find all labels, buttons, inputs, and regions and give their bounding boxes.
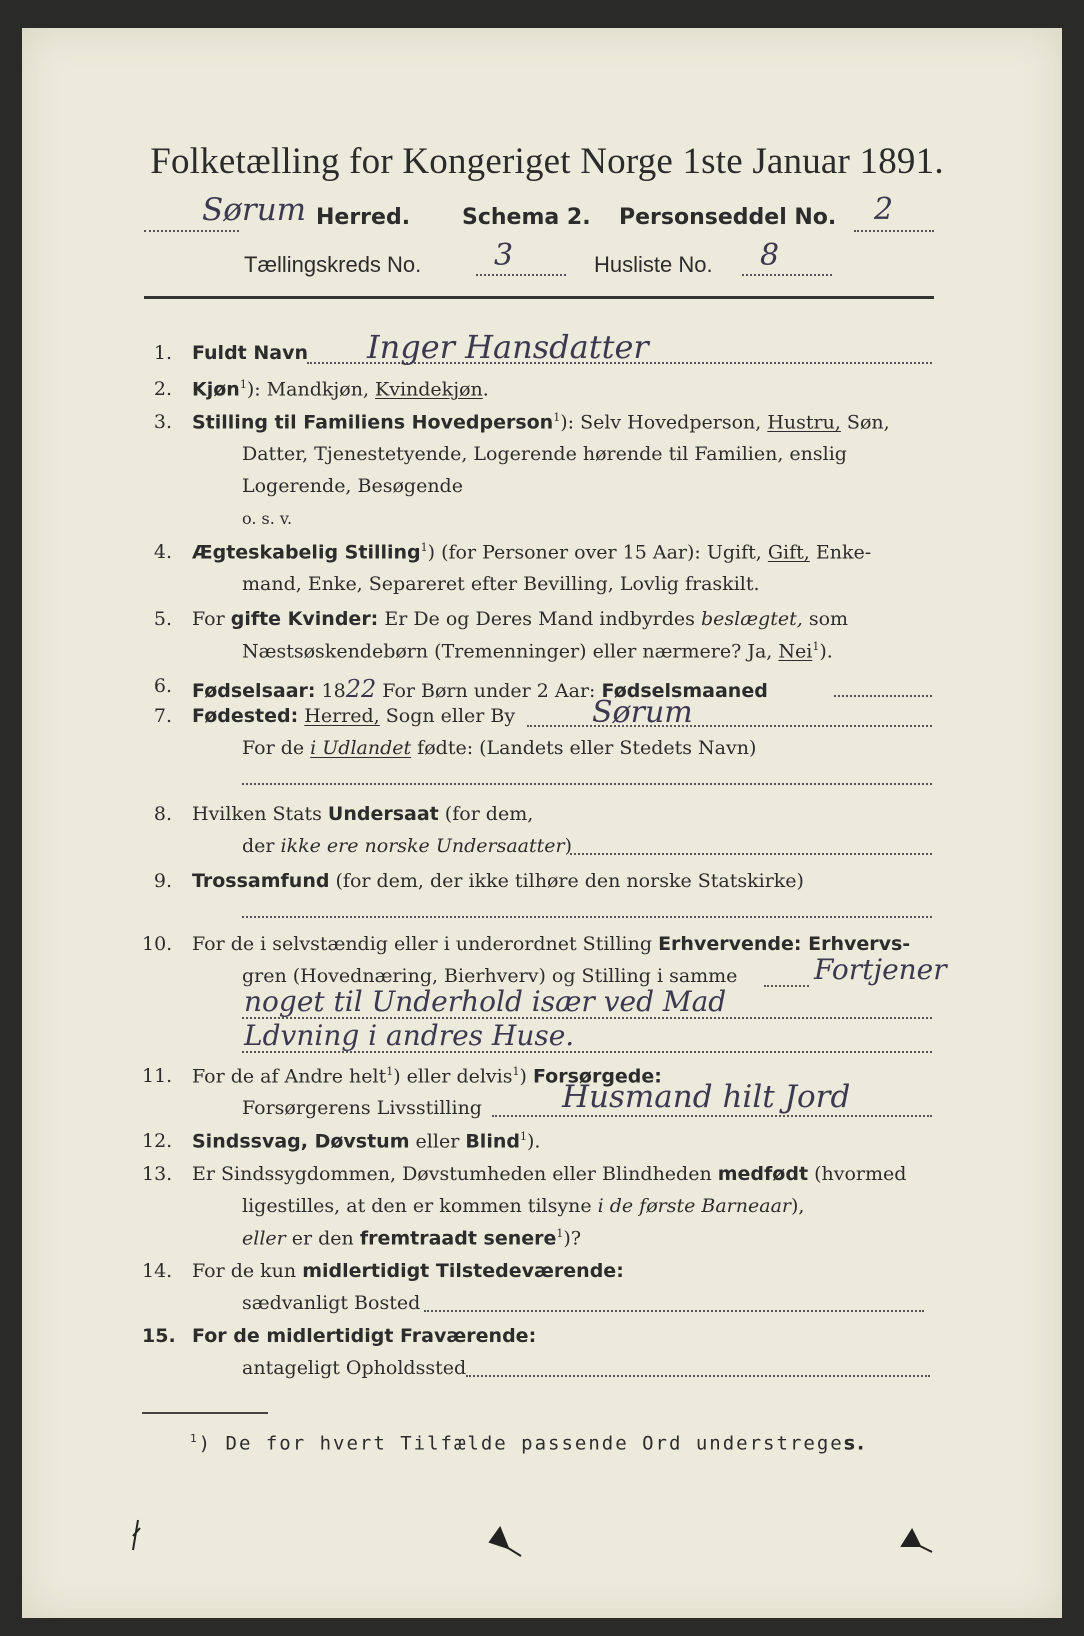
- herred-handwriting: Sørum: [202, 192, 307, 228]
- option-text: (for dem, der ikke tilhøre den norske Statskirke): [329, 870, 804, 892]
- question-number: 1.: [153, 342, 172, 364]
- husliste-handwriting: 8: [760, 238, 780, 273]
- question-label: Stilling til Familiens Hovedperson: [192, 411, 554, 434]
- selected-option: Hustru,: [767, 411, 841, 434]
- provider-handwriting: Husmand hilt Jord: [562, 1079, 851, 1115]
- option-text: som: [802, 608, 849, 630]
- question-number: 4.: [153, 541, 172, 563]
- question-number: 12.: [142, 1130, 173, 1152]
- option-text: ): Mandkjøn,: [246, 378, 376, 401]
- question-4: [22, 541, 1062, 605]
- question-label: Erhvervende:: [658, 933, 802, 955]
- footnote-ref: 1: [420, 541, 428, 554]
- option-text: er den: [285, 1227, 360, 1250]
- question-label: Undersaat: [327, 803, 439, 825]
- option-text: antageligt Opholdssted: [242, 1357, 467, 1379]
- question-number: 8.: [153, 803, 172, 825]
- option-text: ligestilles, at den er kommen tilsyne: [242, 1195, 598, 1217]
- option-text: fødte: (Landets eller Stedets Navn): [411, 737, 757, 759]
- selected-option: Nei: [778, 640, 813, 663]
- question-1: [22, 328, 1062, 378]
- question-2: [22, 378, 1062, 408]
- herred-label: Herred.: [316, 205, 411, 230]
- option-text: Datter, Tjenestetyende, Logerende hørende til Familien, enslig: [242, 443, 847, 465]
- footnote-ref: 1: [386, 1065, 394, 1078]
- question-label: Fuldt Navn: [192, 342, 309, 364]
- question-5: [22, 608, 1062, 672]
- question-number: 3.: [153, 411, 172, 433]
- question-label: Sindssvag, Døvstum: [192, 1130, 410, 1153]
- occupation-handwriting-1: Fortjener: [814, 953, 947, 986]
- question-label: Erhvervs-: [801, 933, 911, 955]
- question-number: 13.: [142, 1163, 173, 1185]
- question-number: 11.: [142, 1065, 173, 1087]
- option-text: For de kun: [192, 1260, 303, 1282]
- personseddel-label: Personseddel No.: [619, 205, 837, 230]
- option-text: Er De og Deres Mand indbyrdes: [378, 608, 701, 630]
- question-number: 5.: [153, 608, 172, 630]
- question-label: midlertidigt Tilstedeværende:: [302, 1260, 624, 1282]
- option-text: Næstsøskendebørn (Tremenninger) eller nærmere? Ja,: [242, 640, 779, 663]
- footnote-ref: 1: [239, 378, 247, 391]
- footnote-text: s.: [843, 1432, 867, 1455]
- question-number: 14.: [142, 1260, 173, 1282]
- question-13: [22, 1163, 1062, 1259]
- option-text: i de første Barneaar: [597, 1195, 791, 1217]
- option-text: Sogn eller By: [379, 705, 516, 727]
- question-6: [22, 675, 1062, 709]
- footnote-ref: 1: [556, 1227, 564, 1240]
- question-label: Blind: [465, 1130, 520, 1153]
- question-10: [22, 933, 1062, 1063]
- option-text: For de: [242, 737, 311, 759]
- option-text: Søn,: [840, 411, 890, 434]
- option-text: eller: [242, 1227, 286, 1250]
- question-8: [22, 803, 1062, 867]
- schema-label: Schema 2.: [462, 205, 591, 230]
- occupation-handwriting-3: Ldvning i andres Huse.: [244, 1019, 575, 1052]
- question-label: Fødselsmaaned: [601, 680, 768, 702]
- option-text: (hvormed: [808, 1163, 907, 1185]
- question-label: Trossamfund: [192, 870, 330, 892]
- option-text: Logerende, Besøgende: [242, 475, 463, 497]
- option-text: mand, Enke, Separeret efter Bevilling, Lovlig fraskilt.: [242, 573, 760, 595]
- question-3: [22, 411, 1062, 541]
- question-number: 2.: [153, 378, 172, 400]
- question-label: Kjøn: [192, 378, 240, 401]
- option-text: For de i selvstændig eller i underordnet Stilling: [192, 933, 659, 955]
- question-12: [22, 1130, 1062, 1162]
- occupation-handwriting-2: noget til Underhold især ved Mad: [244, 985, 727, 1018]
- option-text: For: [192, 608, 231, 630]
- footnote-ref: 1: [190, 1432, 199, 1445]
- question-label: gifte Kvinder:: [230, 608, 379, 630]
- footnote-ref: 1: [553, 411, 561, 424]
- header-rule: [144, 296, 934, 299]
- option-text: )?: [563, 1227, 582, 1250]
- question-label: Fødselsaar:: [192, 680, 316, 702]
- footnote-ref: 1: [519, 1130, 527, 1143]
- question-9: [22, 870, 1062, 930]
- question-label: medfødt: [717, 1163, 809, 1185]
- name-handwriting: Inger Hansdatter: [367, 328, 649, 366]
- option-text: .: [482, 378, 489, 401]
- option-text: (for dem,: [438, 803, 534, 825]
- question-label: midlertidigt Fraværende:: [266, 1325, 537, 1347]
- question-label: Forsørgede:: [532, 1065, 662, 1088]
- option-text: eller: [409, 1130, 466, 1153]
- question-number: 10.: [142, 933, 173, 955]
- option-text: ).: [819, 640, 833, 663]
- option-text: der: [242, 835, 281, 857]
- option-text: ) (for Personer over 15 Aar): Ugift,: [427, 541, 768, 564]
- question-label: fremtraadt senere: [359, 1227, 557, 1250]
- herred-line: [144, 192, 934, 240]
- question-number: 6.: [153, 675, 172, 697]
- option-text: Forsørgerens Livsstilling: [242, 1097, 482, 1119]
- option-text: ikke ere norske Undersaatter: [280, 835, 565, 857]
- option-text: ),: [791, 1195, 805, 1217]
- question-number: 15.: [142, 1325, 176, 1347]
- kreds-label: Tællingskreds No.: [244, 252, 422, 277]
- question-label: Ægteskabelig Stilling: [192, 541, 421, 564]
- birthyear-handwriting: 22: [345, 675, 377, 703]
- option-text: Enke-: [809, 541, 872, 564]
- option-text: i Udlandet: [310, 737, 412, 759]
- option-text: ): [519, 1065, 533, 1088]
- kreds-handwriting: 3: [494, 238, 514, 273]
- personseddel-handwriting: 2: [874, 192, 894, 227]
- option-text: 18: [315, 680, 346, 702]
- option-text: ): [564, 835, 572, 857]
- option-text: ) eller delvis: [393, 1065, 513, 1088]
- question-label: Fødested:: [192, 705, 299, 727]
- option-text: o. s. v.: [242, 509, 293, 528]
- question-number: 7.: [153, 705, 172, 727]
- question-label: For de: [192, 1325, 267, 1347]
- option-text: Hvilken Stats: [192, 803, 328, 825]
- footnote: [190, 1432, 866, 1454]
- footnote-ref: 1: [812, 640, 820, 653]
- footnote-ref: 1: [512, 1065, 520, 1078]
- question-14: [22, 1260, 1062, 1324]
- kreds-line: [244, 238, 844, 286]
- option-text: For de af Andre helt: [192, 1065, 387, 1088]
- option-text: sædvanligt Bosted: [242, 1292, 421, 1314]
- option-text: ): Selv Hovedperson,: [560, 411, 768, 434]
- selected-option: Herred,: [304, 705, 380, 727]
- option-text: For Børn under 2 Aar:: [376, 680, 602, 702]
- option-text: beslægtet,: [700, 608, 803, 630]
- option-text: Er Sindssygdommen, Døvstumheden eller Blindheden: [192, 1163, 718, 1185]
- selected-option: Kvindekjøn: [375, 378, 483, 401]
- question-7: [22, 695, 1062, 795]
- husliste-label: Husliste No.: [594, 252, 713, 277]
- option-text: ).: [526, 1130, 541, 1153]
- footnote-rule: [142, 1412, 268, 1414]
- question-number: 9.: [153, 870, 172, 892]
- question-11: [22, 1065, 1062, 1129]
- question-15: [22, 1325, 1062, 1389]
- birthplace-handwriting: Sørum: [592, 695, 693, 730]
- form-title: Folketælling for Kongeriget Norge 1ste Januar 1891.: [150, 141, 944, 182]
- binding-marks: [106, 1516, 1006, 1566]
- option-text: gren (Hovednæring, Bierhverv) og Stilling i samme: [242, 965, 738, 987]
- footnote-text: ) De for hvert Tilfælde passende Ord understrege: [198, 1432, 844, 1455]
- census-form-page: [22, 28, 1062, 1618]
- selected-option: Gift,: [767, 541, 810, 564]
